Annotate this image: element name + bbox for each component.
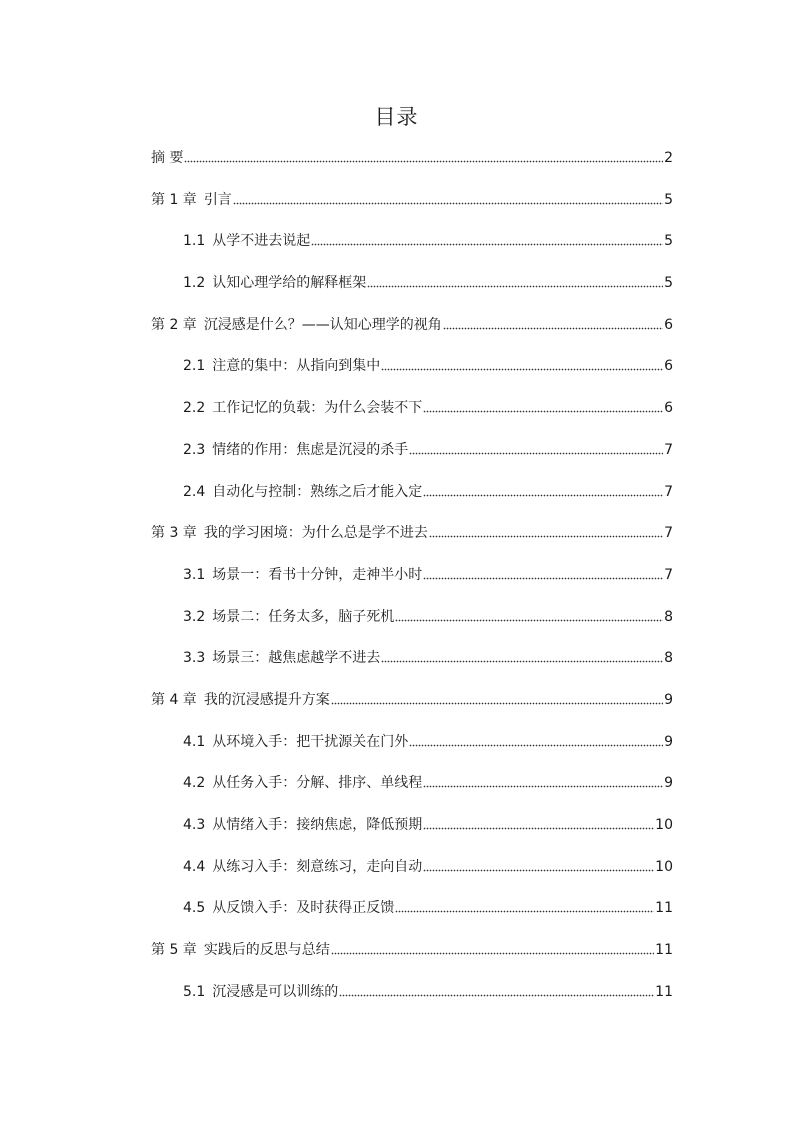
toc-entry-section-1-2[interactable] xyxy=(151,272,673,314)
toc-entry-label: 自动化与控制：熟练之后才能入定 xyxy=(212,483,423,500)
toc-entry-label: 摘 要 xyxy=(151,150,184,166)
toc-entry-number: 第 1 章 xyxy=(151,191,197,208)
dot-leader xyxy=(367,272,663,288)
toc-entry-page: 7 xyxy=(664,483,673,500)
toc-entry-section-2-1[interactable] xyxy=(151,355,673,397)
toc-title: 目录 xyxy=(374,105,419,129)
toc-entry-label: 认知心理学给的解释框架 xyxy=(212,275,367,292)
toc-entry-page: 11 xyxy=(655,900,673,917)
toc-entry-number: 4.5 xyxy=(183,900,206,917)
toc-entry-page: 5 xyxy=(664,275,673,292)
toc-entry-page: 7 xyxy=(664,441,673,458)
toc-entry-section-5-1[interactable] xyxy=(151,981,673,1023)
toc-entry-label: 场景二：任务太多，脑子死机 xyxy=(212,608,395,625)
toc-entry-number: 4.3 xyxy=(183,817,206,833)
toc-entry-abstract[interactable] xyxy=(151,147,673,189)
toc-entry-page: 10 xyxy=(655,858,673,875)
toc-entry-label: 情绪的作用：焦虑是沉浸的杀手 xyxy=(212,441,409,458)
toc-entry-section-2-2[interactable] xyxy=(151,397,673,439)
toc-entry-number: 第 3 章 xyxy=(151,525,197,542)
toc-entry-page: 9 xyxy=(664,691,673,708)
toc-entry-section-3-3[interactable] xyxy=(151,647,673,689)
toc-entry-page: 8 xyxy=(664,608,673,625)
dot-leader xyxy=(409,731,663,747)
toc-entry-section-4-3[interactable] xyxy=(151,814,673,856)
toc-entry-label: 注意的集中：从指向到集中 xyxy=(212,358,381,375)
toc-entry-page: 5 xyxy=(664,191,673,208)
toc-entry-number: 2.3 xyxy=(183,441,206,458)
toc-entry-chapter-5[interactable] xyxy=(151,939,673,981)
dot-leader xyxy=(331,939,654,955)
toc-entry-number: 第 4 章 xyxy=(151,691,197,708)
toc-entry-section-1-1[interactable] xyxy=(151,230,673,272)
toc-entry-section-2-3[interactable] xyxy=(151,439,673,481)
toc-entry-number: 第 5 章 xyxy=(151,942,197,959)
toc-entry-number: 1.2 xyxy=(183,275,206,292)
toc-entry-label: 沉浸感是什么？——认知心理学的视角 xyxy=(203,316,442,333)
toc-entry-chapter-4[interactable] xyxy=(151,689,673,731)
toc-entry-label: 沉浸感是可以训练的 xyxy=(212,983,339,1000)
toc-entry-page: 6 xyxy=(664,316,673,333)
toc-entry-page: 11 xyxy=(655,942,673,959)
dot-leader xyxy=(339,981,654,997)
toc-entry-section-4-1[interactable] xyxy=(151,731,673,773)
toc-entry-number: 5.1 xyxy=(183,983,206,1000)
toc-entry-label: 从情绪入手：接纳焦虑，降低预期 xyxy=(212,817,423,833)
toc-entry-section-3-1[interactable] xyxy=(151,564,673,606)
dot-leader xyxy=(443,314,663,330)
toc-entry-page: 11 xyxy=(655,983,673,1000)
toc-entry-label: 从任务入手：分解、排序、单线程 xyxy=(212,775,423,792)
toc-entry-page: 9 xyxy=(664,733,673,750)
toc-entry-page: 7 xyxy=(664,566,673,583)
toc-entry-label: 实践后的反思与总结 xyxy=(203,942,330,959)
toc-entry-chapter-1[interactable] xyxy=(151,189,673,231)
toc-entry-number: 4.2 xyxy=(183,775,206,792)
toc-entry-number: 3.2 xyxy=(183,608,206,625)
toc-entry-page: 10 xyxy=(655,817,673,833)
toc-entry-section-4-2[interactable] xyxy=(151,772,673,814)
dot-leader xyxy=(409,439,663,455)
toc-entry-label: 从学不进去说起 xyxy=(212,233,311,250)
dot-leader xyxy=(423,564,663,580)
dot-leader xyxy=(429,522,663,538)
toc-entry-label: 引言 xyxy=(203,191,232,208)
dot-leader xyxy=(381,355,663,371)
dot-leader xyxy=(331,689,663,705)
toc-entry-label: 场景三：越焦虑越学不进去 xyxy=(212,650,381,667)
dot-leader xyxy=(423,481,663,497)
dot-leader xyxy=(233,189,663,205)
toc-entry-number: 3.3 xyxy=(183,650,206,667)
toc-entry-number: 第 2 章 xyxy=(151,316,197,333)
table-of-contents xyxy=(151,147,673,1022)
toc-entry-number: 2.1 xyxy=(183,358,206,375)
dot-leader xyxy=(184,147,663,163)
toc-entry-section-4-5[interactable] xyxy=(151,897,673,939)
toc-entry-page: 2 xyxy=(664,150,673,166)
dot-leader xyxy=(423,397,663,413)
toc-entry-number: 3.1 xyxy=(183,566,206,583)
dot-leader xyxy=(423,772,663,788)
toc-entry-chapter-3[interactable] xyxy=(151,522,673,564)
toc-entry-number: 2.2 xyxy=(183,400,206,417)
toc-entry-number: 2.4 xyxy=(183,483,206,500)
toc-entry-page: 6 xyxy=(664,358,673,375)
toc-entry-label: 场景一：看书十分钟，走神半小时 xyxy=(212,566,423,583)
toc-entry-number: 4.1 xyxy=(183,733,206,750)
toc-entry-section-3-2[interactable] xyxy=(151,606,673,648)
toc-entry-number: 1.1 xyxy=(183,233,206,250)
dot-leader xyxy=(423,856,654,872)
toc-entry-chapter-2[interactable] xyxy=(151,314,673,356)
toc-entry-page: 6 xyxy=(664,400,673,417)
toc-entry-label: 我的学习困境：为什么总是学不进去 xyxy=(203,525,428,542)
toc-entry-page: 9 xyxy=(664,775,673,792)
toc-entry-section-2-4[interactable] xyxy=(151,481,673,523)
toc-entry-page: 8 xyxy=(664,650,673,667)
dot-leader xyxy=(395,897,654,913)
dot-leader xyxy=(381,647,663,663)
dot-leader xyxy=(395,606,663,622)
toc-entry-page: 7 xyxy=(664,525,673,542)
toc-entry-number: 4.4 xyxy=(183,858,206,875)
toc-entry-label: 从环境入手：把干扰源关在门外 xyxy=(212,733,409,750)
toc-entry-label: 从练习入手：刻意练习，走向自动 xyxy=(212,858,423,875)
toc-entry-label: 工作记忆的负载：为什么会装不下 xyxy=(212,400,423,417)
dot-leader xyxy=(311,230,663,246)
toc-entry-section-4-4[interactable] xyxy=(151,856,673,898)
toc-entry-page: 5 xyxy=(664,233,673,250)
dot-leader xyxy=(423,814,654,830)
toc-entry-label: 我的沉浸感提升方案 xyxy=(203,691,330,708)
toc-entry-label: 从反馈入手：及时获得正反馈 xyxy=(212,900,395,917)
